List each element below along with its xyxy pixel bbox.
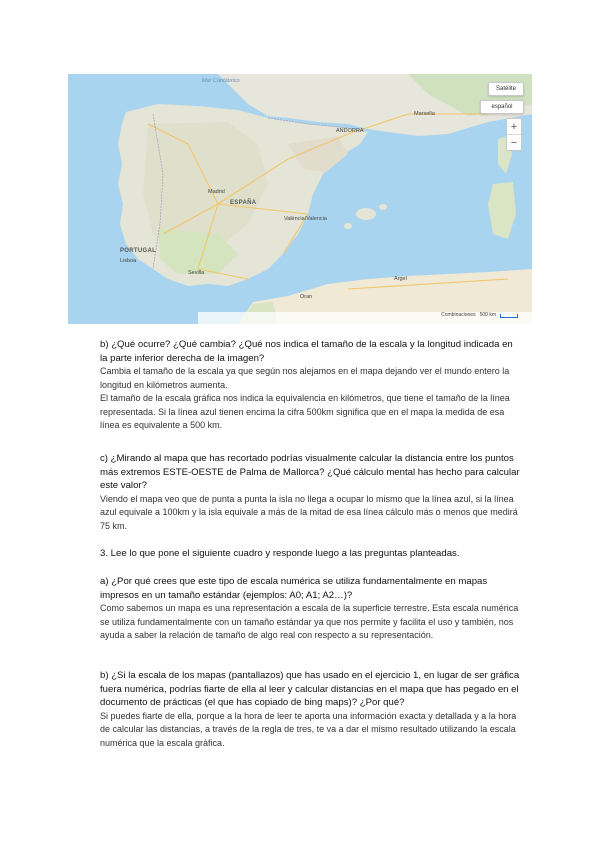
question-a3: a) ¿Por qué crees que este tipo de escala numérica se utiliza fundamentalmente en mapas impresos en un tamaño estándar (ejemplos: A0; A1; A2…)? (100, 576, 488, 601)
map-label-argel: Argel (394, 276, 407, 282)
map-controls-label: Combinaciones (441, 312, 476, 318)
question-c1: c) ¿Mirando al mapa que has recortado podrías visualmente calcular la distancia entre los puntos más extremos ESTE-OESTE de Palma de Mallorca? ¿Qué cálculo mental has hecho para calcular este valor? (100, 453, 520, 491)
zoom-in-button[interactable]: + (510, 120, 518, 133)
map-label-sevilla: Sevilla (188, 270, 205, 276)
answer-c1: Viendo el mapa veo que de punta a punta la isla no llega a ocupar lo mismo que la línea azul, si la línea azul equivale a 100km y la isla equivale a más de la mitad de esa línea cálculo más o menos que medirá 75 km. (100, 493, 518, 531)
zoom-out-button[interactable]: − (507, 134, 521, 150)
mallorca (356, 208, 376, 220)
map-label-valencia: València/Valencia (284, 216, 327, 222)
map-label-lisboa: Lisboa (120, 258, 137, 264)
map-label-andorra: ANDORRA (336, 128, 364, 134)
map-image (68, 74, 532, 324)
map-label-marseille: Marsella (414, 111, 435, 117)
zoom-control (506, 118, 522, 151)
map-scale (441, 312, 518, 318)
map-label-oran: Oran (300, 294, 313, 300)
section-a3 (100, 575, 520, 643)
section-3 (100, 547, 520, 561)
scale-line (500, 314, 518, 318)
answer-b1-2: El tamaño de la escala gráfica nos indica la equivalencia en kilómetros, que tiene el tamaño de la línea representada. Si la línea azul tienen encima la cifra 500km significa que en el mapa la medida de esa línea es equivalente a 500 km. (100, 393, 510, 430)
section-3-title: 3. Lee lo que pone el siguiente cuadro y responde luego a las preguntas planteadas. (100, 548, 460, 559)
answer-b3: Si puedes fiarte de ella, porque a la hora de leer te aporta una información exacta y detallada y a la hora de calcular las distancias, a través de la regla de tres, te va a dar el mismo resultado utilizando la escala numérica que la escala gráfica. (100, 710, 517, 748)
section-b1 (100, 338, 520, 433)
map-label-espana: ESPAÑA (230, 200, 257, 206)
question-b3: b) ¿Si la escala de los mapas (pantallazos) que has usado en el ejercicio 1, en lugar de ser gráfica fuera numérica, podrías fiarte de ella al leer y calcular distancias en el mapa que has pegado en el documento de prácticas (el que has copiado de bing maps)? ¿Por qué? (100, 670, 520, 708)
section-c1 (100, 452, 520, 533)
section-b3 (100, 669, 520, 750)
map-label-portugal: PORTUGAL (120, 248, 157, 254)
language-button[interactable]: español (480, 100, 524, 114)
map-label-sea-top: Mar Cantábrico (202, 78, 240, 84)
satellite-view-button[interactable]: Satélite (488, 82, 524, 96)
answer-b1-1: Cambia el tamaño de la escala ya que según nos alejamos en el mapa dejando ver el mundo entero la longitud en kilómetros aumenta. (100, 366, 510, 390)
answer-a3: Como sabemos un mapa es una representación a escala de la superficie terrestre. Esta escala numérica se utiliza fundamentalmente con un tamaño estándar ya que nos permite y facilita el uso y también, nos ayuda a saber la relación de tamaño de algo real con respecto a su representación. (100, 603, 519, 640)
map-drawing (68, 74, 532, 324)
question-b1: b) ¿Qué ocurre? ¿Qué cambia? ¿Qué nos indica el tamaño de la escala y la longitud indicada en la parte inferior derecha de la imagen? (100, 339, 513, 364)
scale-label: 500 km (479, 312, 496, 318)
map-label-madrid: Madrid (208, 189, 225, 195)
